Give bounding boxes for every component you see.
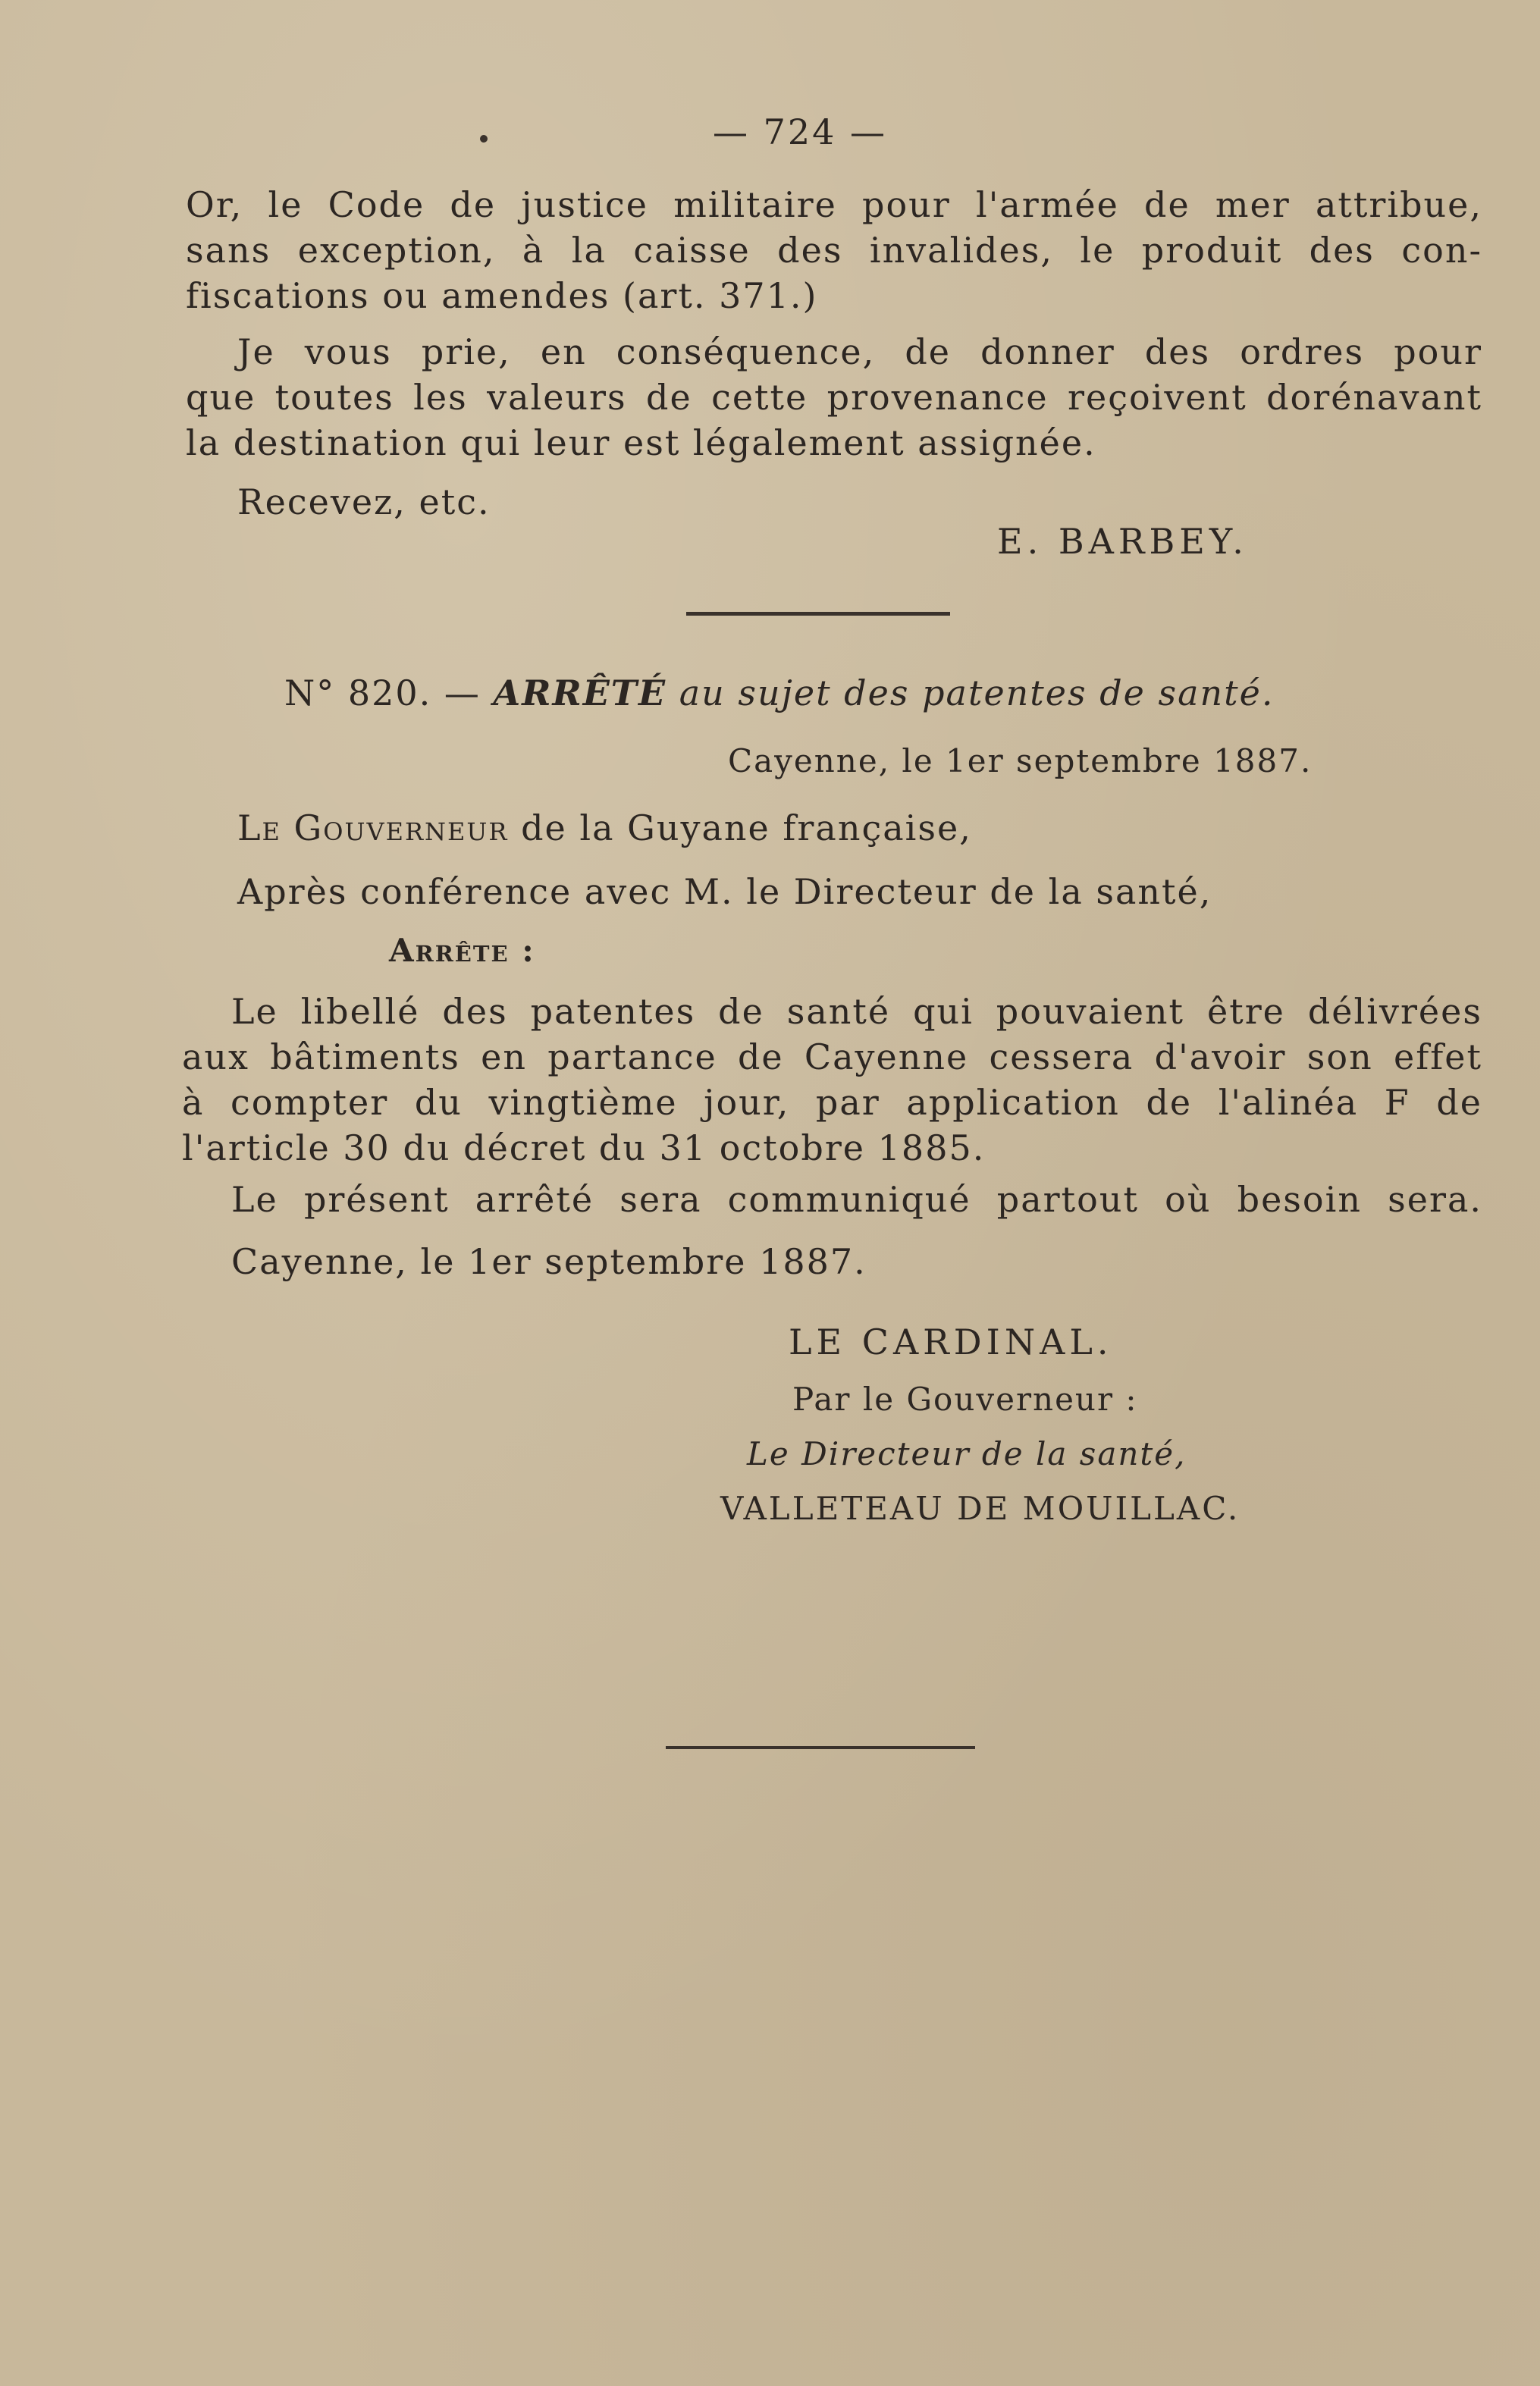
decree-body-1: Le libellé des patentes de santé qui pouvaient être délivrées: [231, 991, 1482, 1032]
decree-body-2: aux bâtiments en partance de Cayenne cessera d'avoir son effet: [182, 1036, 1482, 1077]
governor-prefix: Le Gouverneur: [237, 807, 509, 848]
decree-heading: [284, 672, 1275, 714]
decree-par: Par le Gouverneur :: [792, 1381, 1138, 1418]
letter-line-2: sans exception, à la caisse des invalides, le produit des con-: [186, 230, 1482, 271]
end-divider: [666, 1746, 975, 1749]
letter-line-4: Je vous prie, en conséquence, de donner des ordres pour: [237, 331, 1482, 372]
decree-arrete: Arrête :: [389, 932, 535, 969]
decree-number: N° 820. —: [284, 673, 481, 713]
decree-title-bold: ARRÊTÉ: [493, 673, 667, 713]
decree-title-rest: au sujet des patentes de santé.: [679, 673, 1275, 713]
letter-line-6: la destination qui leur est légalement assignée.: [186, 422, 1096, 463]
decree-body-4: l'article 30 du décret du 31 octobre 1885.: [182, 1127, 986, 1168]
governor-rest: de la Guyane française,: [521, 807, 972, 848]
decree-signer: LE CARDINAL.: [789, 1322, 1113, 1362]
decree-director-title: Le Directeur de la santé,: [747, 1435, 1187, 1472]
letter-closing: Recevez, etc.: [237, 481, 491, 522]
letter-line-3: fiscations ou amendes (art. 371.): [186, 275, 818, 316]
decree-body-3: à compter du vingtième jour, par application de l'alinéa F de: [182, 1082, 1482, 1123]
section-divider: [686, 612, 950, 616]
decree-communique: Le présent arrêté sera communiqué partout où besoin sera.: [231, 1179, 1482, 1220]
decree-director-name: VALLETEAU DE MOUILLAC.: [720, 1490, 1240, 1527]
stray-mark: [480, 135, 488, 143]
letter-line-5: que toutes les valeurs de cette provenance reçoivent dorénavant: [186, 377, 1482, 418]
letter-signature: E. BARBEY.: [997, 521, 1248, 562]
page-number: — 724 —: [713, 111, 888, 152]
decree-place-date: Cayenne, le 1er septembre 1887.: [728, 742, 1313, 779]
decree-date-line: Cayenne, le 1er septembre 1887.: [231, 1241, 867, 1282]
letter-line-1: Or, le Code de justice militaire pour l'armée de mer attribue,: [186, 184, 1482, 225]
decree-governor: [237, 807, 972, 849]
decree-after: Après conférence avec M. le Directeur de la santé,: [237, 871, 1212, 912]
